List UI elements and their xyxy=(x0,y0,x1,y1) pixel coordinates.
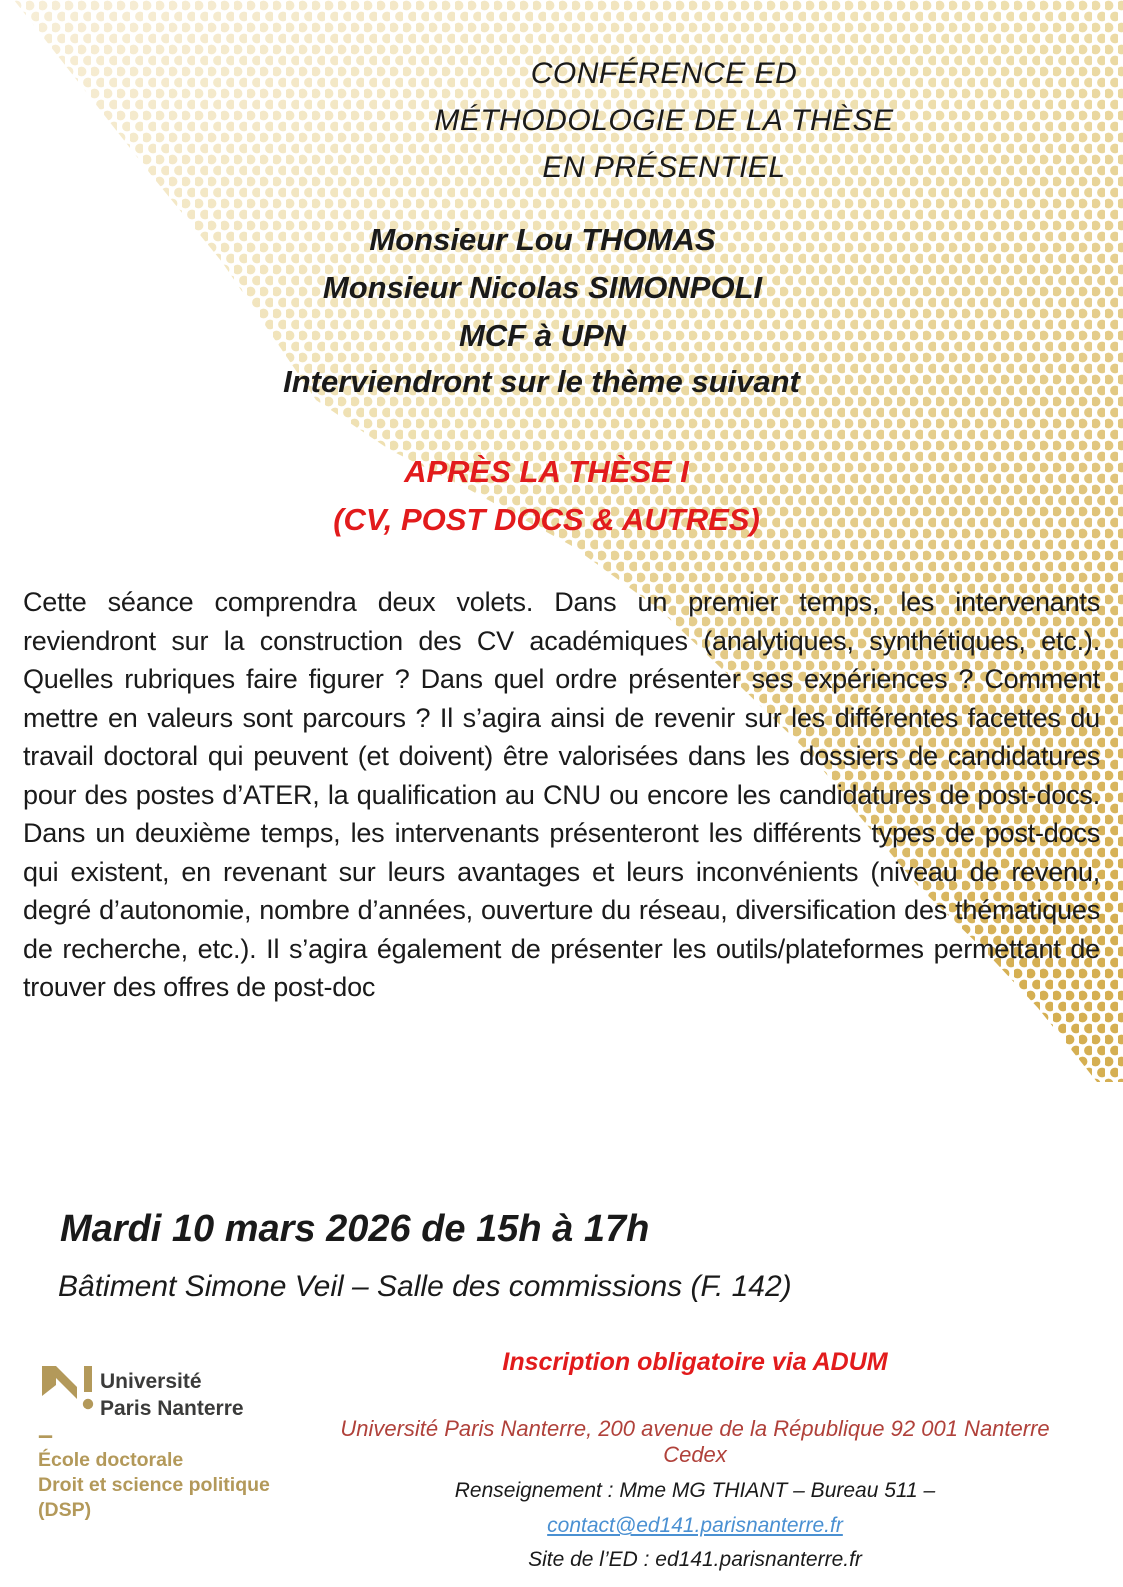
conference-title-line-2: MÉTHODOLOGIE DE LA THÈSE xyxy=(434,104,894,137)
speaker-name-2: Monsieur Nicolas SIMONPOLI xyxy=(322,270,763,305)
speakers-block xyxy=(0,216,1123,360)
event-location: Bâtiment Simone Veil – Salle des commissions (F. 142) xyxy=(58,1270,792,1303)
doctoral-school-name xyxy=(38,1448,270,1523)
speaker-title: MCF à UPN xyxy=(458,318,627,353)
doctoral-school-line-1: École doctorale xyxy=(38,1449,184,1471)
doctoral-school-line-3: (DSP) xyxy=(38,1499,92,1521)
conference-title-line-3: EN PRÉSENTIEL xyxy=(542,151,786,184)
university-name-line-1: Université xyxy=(100,1370,202,1393)
conference-title xyxy=(0,50,1123,191)
theme-intro-line: Interviendront sur le thème suivant xyxy=(283,364,800,399)
university-logo-block xyxy=(38,1362,318,1562)
contact-email-row xyxy=(310,1514,1080,1538)
registration-notice: Inscription obligatoire via ADUM xyxy=(502,1348,888,1376)
university-name-line-2: Paris Nanterre xyxy=(100,1397,244,1420)
university-name xyxy=(100,1368,244,1422)
event-datetime: Mardi 10 mars 2026 de 15h à 17h xyxy=(60,1208,650,1250)
doctoral-school-line-2: Droit et science politique xyxy=(38,1474,270,1496)
ed-website: Site de l’ED : ed141.parisnanterre.fr xyxy=(528,1548,862,1571)
paris-nanterre-n-logo-icon xyxy=(42,1366,98,1414)
theme-heading-line-2: (CV, POST DOCS & AUTRES) xyxy=(333,502,760,537)
conference-title-line-1: CONFÉRENCE ED xyxy=(530,57,798,90)
theme-heading-line-1: APRÈS LA THÈSE I xyxy=(404,454,689,489)
university-address: Université Paris Nanterre, 200 avenue de la République 92 001 Nanterre Cedex xyxy=(340,1416,1050,1467)
session-description: Cette séance comprendra deux volets. Dans un premier temps, les intervenants reviendront sur la construction des CV académiques (analytiques, synthétiques, etc.). Quelles rubriques faire figurer ? Dans quel ordre présenter ses expériences ? Comment mettre en valeurs sont parcours ? Il s’agira ainsi de revenir sur les différentes facettes du travail doctoral qui peuvent (et doivent) être valorisées dans les dossiers de candidatures pour des postes d’ATER, la qualification au CNU ou encore les candidatures de post-docs. Dans un deuxième temps, les intervenants présenteront les différents types de post-docs qui existent, en revenant sur leurs avantages et leurs inconvénients (niveau de revenu, degré d’autonomie, nombre d’années, ouverture du réseau, diversification des thématiques de recherche, etc.). Il s’agira également de présenter les outils/plateformes permettant de trouver des offres de post-doc xyxy=(23,587,1100,1002)
contact-email-link[interactable]: contact@ed141.parisnanterre.fr xyxy=(547,1514,843,1537)
logo-dash: – xyxy=(38,1420,54,1450)
speaker-name-1: Monsieur Lou THOMAS xyxy=(369,222,716,257)
footer-info xyxy=(310,1348,1080,1572)
theme-heading xyxy=(0,448,1123,544)
contact-person: Renseignement : Mme MG THIANT – Bureau 511 – xyxy=(454,1479,936,1502)
